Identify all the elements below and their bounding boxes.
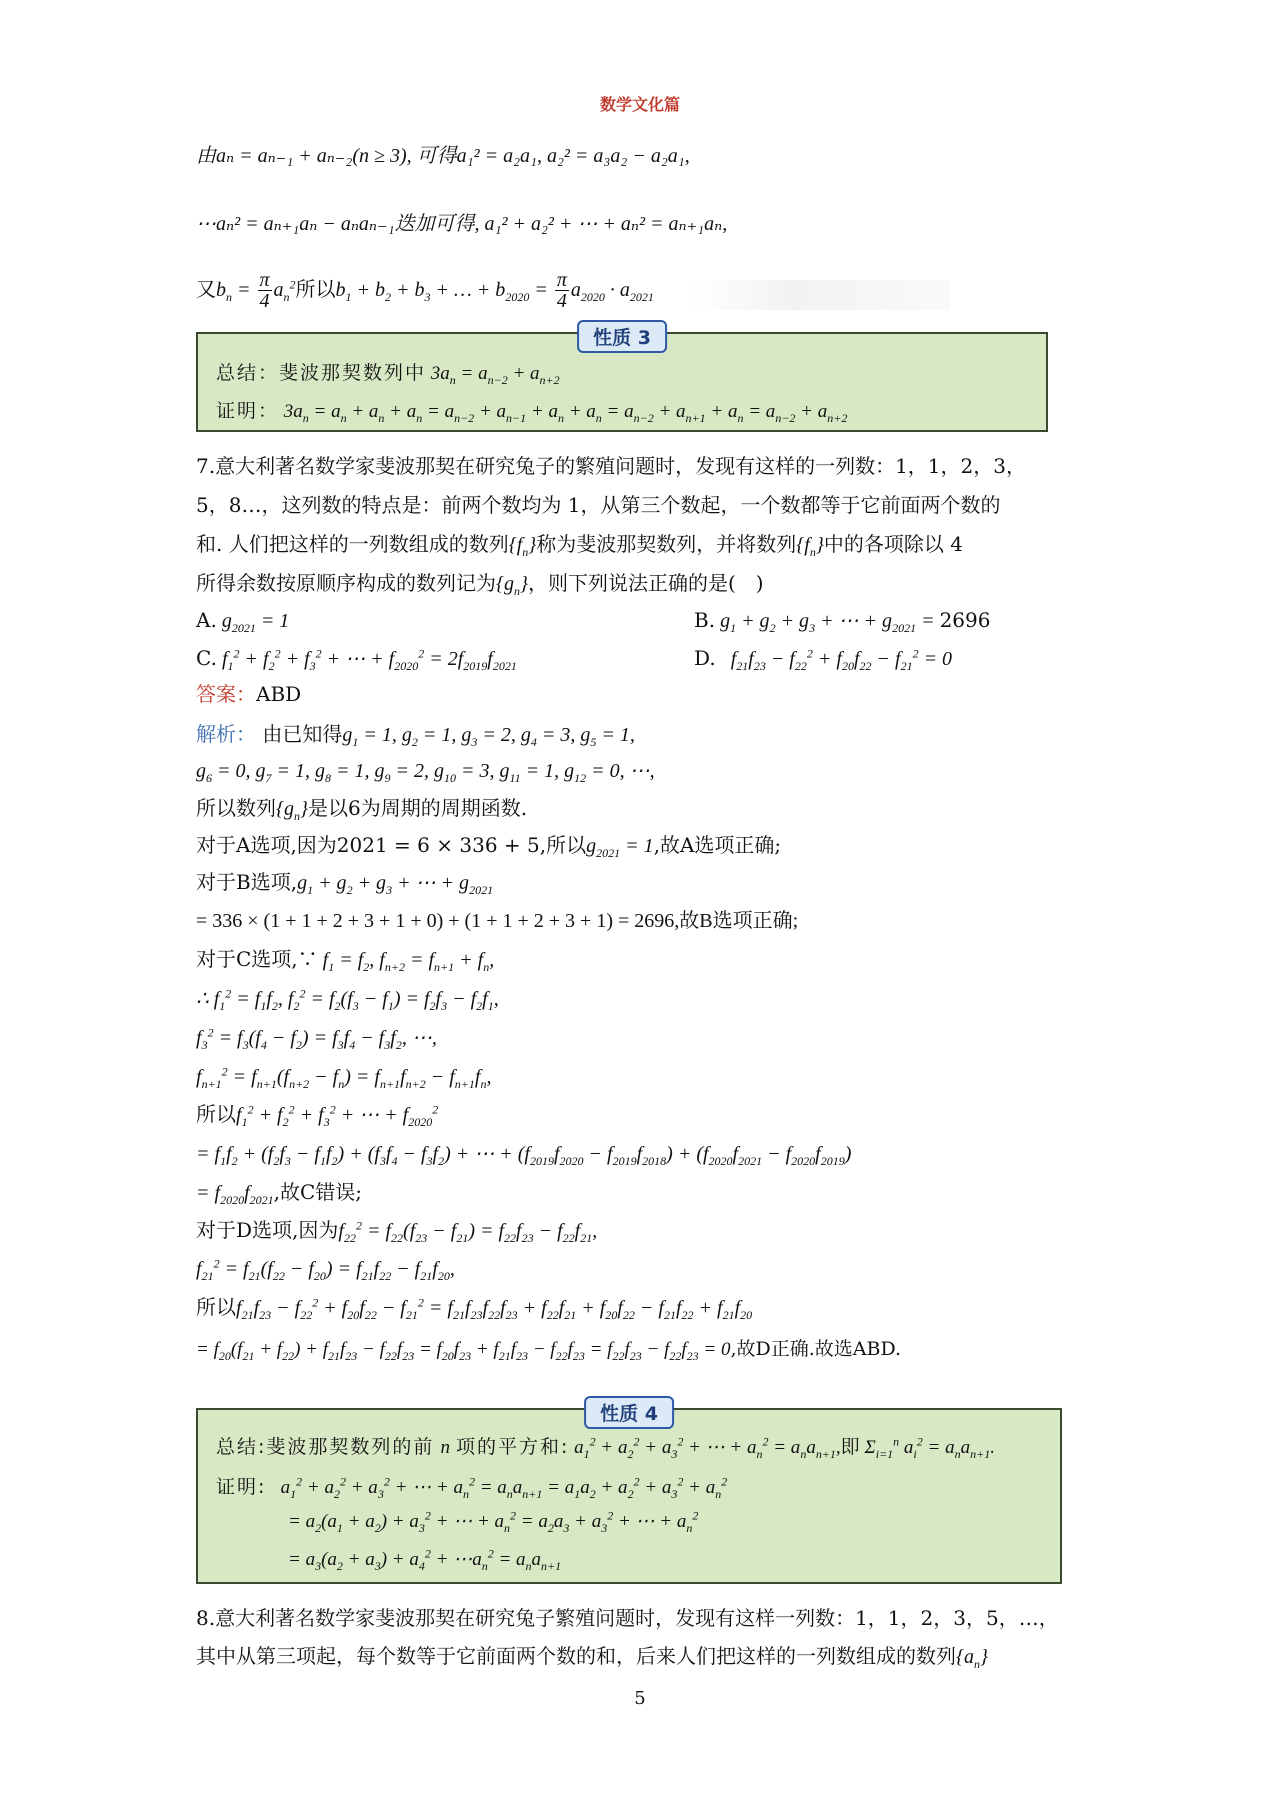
q7-analysis-6: = 336 × (1 + 1 + 2 + 3 + 1 + 0) + (1 + 1 + 2 + 3 + 1) = 2696,故B选项正确; xyxy=(196,910,799,932)
fraction-pi-over-4: $\frac{\pi}{4}$ xyxy=(259,269,270,312)
intro-line-3: 又$b_n$ = $\frac{\pi}{4}$ $a_n^2$所以$b_1 + b_2 + b_3$ + … + $b_{2020}$ = $\frac{\pi}{4}$ $a_{2020} \cdot a_{2021}$ xyxy=(196,269,654,312)
property-3-box xyxy=(196,327,1048,432)
q7-line-2: 5，8…，这列数的特点是：前两个数均为 1，从第三个数起，一个数都等于它前面两个数的 xyxy=(196,493,1001,517)
page-number: 5 xyxy=(634,1688,646,1709)
q7-analysis-1: 解析： 由已知得$g_1 = 1$, $g_2 = 1$, $g_3 = 2$, $g_4 = 3$, $g_5 = 1$, xyxy=(196,722,635,749)
q7-analysis-12: = $f_1f_2 + (f_2f_3 - f_1f_2) + (f_3f_4 - f_3f_2)$ + ⋯ + $(f_{2019}f_{2020} - f_{2019}f_{2018}) + (f_{2020}f_{2021} - f_{2020}f_{2019})$ xyxy=(196,1143,852,1168)
q7-analysis-11: 所以$f_1^2 + f_2^2 + f_3^2$ + ⋯ + $f_{2020}^2$ xyxy=(196,1102,439,1129)
q7-line-4: 所得余数按原顺序构成的数列记为$\{g_n\}$，则下列说法正确的是( ) xyxy=(196,571,764,598)
q8-line-2: 其中从第三项起，每个数等于它前面两个数的和，后来人们把这样的一列数组成的数列$\{a_n\}$ xyxy=(196,1644,988,1671)
q8-line-1: 8.意大利著名数学家斐波那契在研究兔子繁殖问题时，发现有这样一列数：1，1，2，3，5，…， xyxy=(196,1606,1059,1630)
intro-line-1: 由aₙ = aₙ₋₁ + aₙ₋₂(n ≥ 3), 可得a₁² = a₂a₁, a₂² = a₃a₂ − a₂a₁, xyxy=(196,145,690,167)
property-4-proof-2: = $a_2(a_1 + a_2) + a_3^2$ + ⋯ + $a_n^2 = a_2a_3 + a_3^2$ + ⋯ + $a_n^2$ xyxy=(288,1508,699,1535)
q7-analysis-14: 对于D选项,因为$f_{22}^2 = f_{22}(f_{23} - f_{21}) = f_{22}f_{23} - f_{22}f_{21}$, xyxy=(196,1218,598,1245)
q7-analysis-13: = $f_{2020}f_{2021}$,故C错误; xyxy=(196,1180,363,1207)
q7-option-c: C. $f_1^2 + f_2^2 + f_3^2$ + ⋯ + $f_{2020}^2 = 2f_{2019}f_{2021}$ xyxy=(196,646,517,673)
property-4-box xyxy=(196,1403,1062,1584)
property-4-proof-1: 证明: $a_1^2 + a_2^2 + a_3^2$ + ⋯ + $a_n^2 = a_na_{n+1} = a_1a_2 + a_2^2 + a_3^2 + a_n^2$ xyxy=(216,1474,728,1501)
q7-analysis-9: $f_3^2 = f_3(f_4 - f_2) = f_3f_4 - f_3f_2$, ⋯, xyxy=(196,1025,437,1052)
page-header: 数学文化篇 xyxy=(599,95,680,114)
q7-analysis-2: $g_6 = 0$, $g_7 = 1$, $g_8 = 1$, $g_9 = 2$, $g_{10} = 3$, $g_{11} = 1$, $g_{12} = 0$, ⋯, xyxy=(196,760,655,785)
q7-answer: 答案：ABD xyxy=(196,682,302,706)
q7-option-b: B. $g_1 + g_2 + g_3$ + ⋯ + $g_{2021} = 2696$ xyxy=(694,608,991,635)
q7-analysis-10: $f_{n+1}^2 = f_{n+1}(f_{n+2} - f_n) = f_{n+1}f_{n+2} - f_{n+1}f_n$, xyxy=(196,1064,492,1091)
q7-analysis-7: 对于C选项,∵ $f_1 = f_2$, $f_{n+2} = f_{n+1} + f_n$, xyxy=(196,947,495,974)
q7-analysis-4: 对于A选项,因为2021 = 6 × 336 + 5,所以$g_{2021} = 1$,故A选项正确; xyxy=(196,833,782,860)
q7-option-d: D. $f_{21}f_{23} - f_{22}^2 + f_{20}f_{22} - f_{21}^2 = 0$ xyxy=(694,646,953,673)
property-4-summary: 总结:斐波那契数列的前 n 项的平方和: $a_1^2 + a_2^2 + a_3^2$ + ⋯ + $a_n^2 = a_na_{n+1}$,即 $\Sigma_{i=1}^n$ $a_i^2 = a_na_{n+1}$. xyxy=(216,1434,995,1461)
q7-line-3: 和. 人们把这样的一列数组成的数列$\{f_n\}$称为斐波那契数列，并将数列$\{f_n\}$中的各项除以 4 xyxy=(196,532,963,559)
property-3-summary: 总结：斐波那契数列中 $3a_n = a_{n-2} + a_{n+2}$ xyxy=(216,362,560,387)
q7-analysis-17: = $f_{20}(f_{21} + f_{22}) + f_{21}f_{23} - f_{22}f_{23} = f_{20}f_{23} + f_{21}f_{23} - f_{22}f_{23} = f_{22}f_{23} - f_{22}f_{23} = 0$,故D正确.故选ABD. xyxy=(196,1338,902,1363)
q7-analysis-15: $f_{21}^2 = f_{21}(f_{22} - f_{20}) = f_{21}f_{22} - f_{21}f_{20}$, xyxy=(196,1256,455,1283)
intro-line-2: ⋯aₙ² = aₙ₊₁aₙ − aₙaₙ₋₁迭加可得, a₁² + a₂² + ⋯ + aₙ² = aₙ₊₁aₙ, xyxy=(196,213,728,235)
q7-option-a: A. $g_{2021} = 1$ xyxy=(196,608,290,635)
q7-analysis-3: 所以数列$\{g_n\}$是以6为周期的周期函数. xyxy=(196,796,528,823)
q7-analysis-8: ∴ $f_1^2 = f_1f_2$, $f_2^2 = f_2(f_3 - f_1) = f_2f_3 - f_2f_1$, xyxy=(196,986,499,1013)
property-3-proof: 证明： $3a_n = a_n + a_n + a_n = a_{n-2} + a_{n-1} + a_n + a_n = a_{n-2} + a_{n+1} + a_n = a_{n-2} + a_{n+2}$ xyxy=(216,400,848,425)
q7-analysis-16: 所以$f_{21}f_{23} - f_{22}^2 + f_{20}f_{22} - f_{21}^2 = f_{21}f_{23}f_{22}f_{23} + f_{22}f_{21} + f_{20}f_{22} - f_{21}f_{22} + f_{21}f_{20}$ xyxy=(196,1295,753,1322)
redacted-region xyxy=(690,280,950,310)
property-3-tag: 性质 3 xyxy=(577,320,667,353)
property-4-tag: 性质 4 xyxy=(584,1396,674,1429)
property-4-proof-3: = $a_3(a_2 + a_3) + a_4^2$ + $\cdots a_n^2 = a_na_{n+1}$ xyxy=(288,1546,562,1573)
q7-analysis-5: 对于B选项$,g_1 + g_2 + g_3$ + ⋯ + $g_{2021}$ xyxy=(196,870,494,897)
q7-line-1: 7.意大利著名数学家斐波那契在研究兔子的繁殖问题时，发现有这样的一列数：1，1，2，3， xyxy=(196,454,1026,478)
